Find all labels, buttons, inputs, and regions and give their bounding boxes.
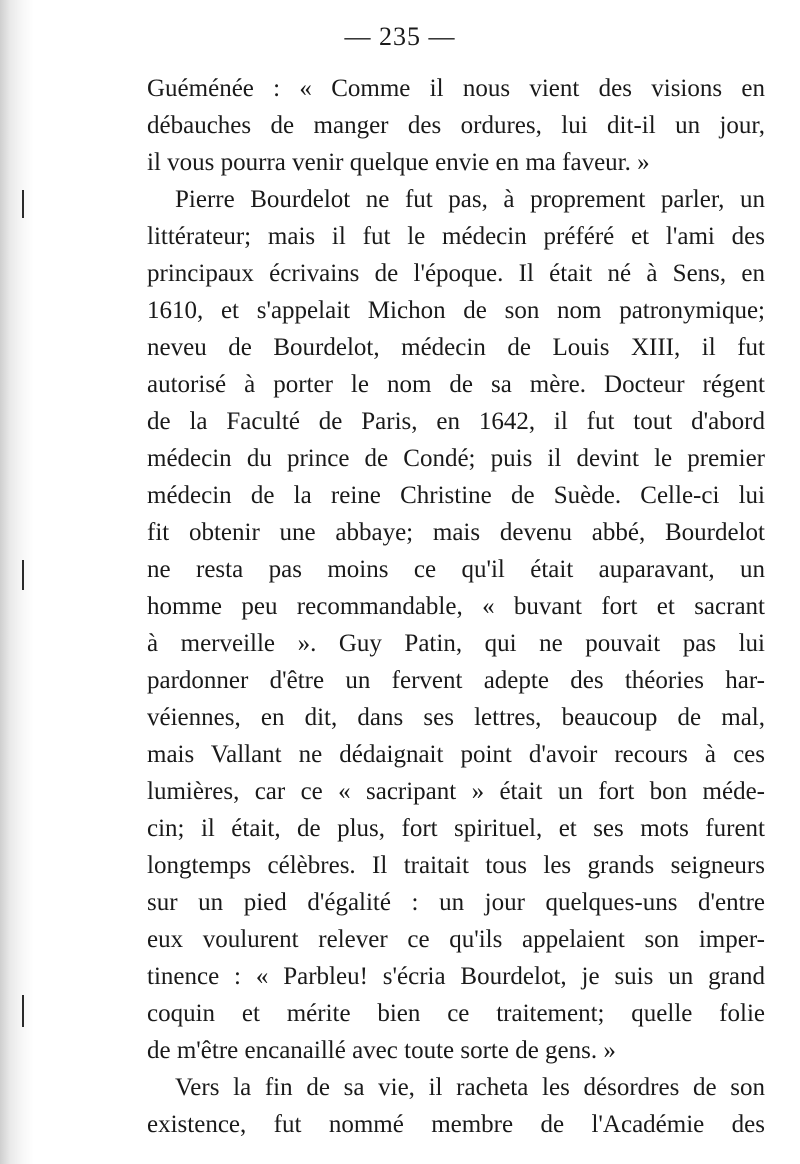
binding-mark (22, 190, 24, 218)
text-line: pardonner d'être un fervent adepte des théories har- (147, 667, 765, 694)
text-line: littérateur; mais il fut le médecin préféré et l'ami des (147, 223, 765, 250)
text-line: longtemps célèbres. Il traitait tous les grands seigneurs (147, 852, 765, 879)
text-line: neveu de Bourdelot, médecin de Louis XIII, il fut (147, 334, 765, 361)
text-line: 1610, et s'appelait Michon de son nom patronymique; (147, 297, 765, 324)
text-line: homme peu recommandable, « buvant fort et sacrant (147, 593, 765, 620)
text-line: ne resta pas moins ce qu'il était auparavant, un (147, 556, 765, 583)
text-line: cin; il était, de plus, fort spirituel, et ses mots furent (147, 815, 765, 842)
text-line: médecin du prince de Condé; puis il devint le premier (147, 445, 765, 472)
text-line: véiennes, en dit, dans ses lettres, beaucoup de mal, (147, 704, 765, 731)
text-line: lumières, car ce « sacripant » était un fort bon méde- (147, 778, 765, 805)
text-line: de la Faculté de Paris, en 1642, il fut tout d'abord (147, 408, 765, 435)
binding-mark (22, 995, 24, 1027)
text-line: eux voulurent relever ce qu'ils appelaient son imper- (147, 926, 765, 953)
text-line: autorisé à porter le nom de sa mère. Docteur régent (147, 371, 765, 398)
text-line: tinence : « Parbleu! s'écria Bourdelot, je suis un grand (147, 963, 765, 990)
text-line: Vers la fin de sa vie, il racheta les désordres de son (175, 1074, 765, 1101)
body-text (147, 70, 765, 1143)
page-number-header: — 235 — (344, 22, 456, 51)
text-line: il vous pourra venir quelque envie en ma faveur. » (147, 149, 650, 176)
text-line: existence, fut nommé membre de l'Académie des (147, 1111, 765, 1138)
text-line: Guéménée : « Comme il nous vient des visions en (147, 75, 765, 102)
text-line: mais Vallant ne dédaignait point d'avoir recours à ces (147, 741, 765, 768)
text-line: sur un pied d'égalité : un jour quelques-uns d'entre (147, 889, 765, 916)
text-line: fit obtenir une abbaye; mais devenu abbé, Bourdelot (147, 519, 765, 546)
text-line: de m'être encanaillé avec toute sorte de gens. » (147, 1037, 616, 1064)
text-line: médecin de la reine Christine de Suède. Celle-ci lui (147, 482, 765, 509)
text-line: principaux écrivains de l'époque. Il était né à Sens, en (147, 260, 765, 287)
text-line: coquin et mérite bien ce traitement; quelle folie (147, 1000, 765, 1027)
text-line: à merveille ». Guy Patin, qui ne pouvait pas lui (147, 630, 765, 657)
text-line: débauches de manger des ordures, lui dit-il un jour, (147, 112, 765, 139)
text-line: Pierre Bourdelot ne fut pas, à proprement parler, un (175, 186, 765, 213)
binding-mark (22, 560, 24, 590)
binding-shadow (0, 0, 34, 1164)
